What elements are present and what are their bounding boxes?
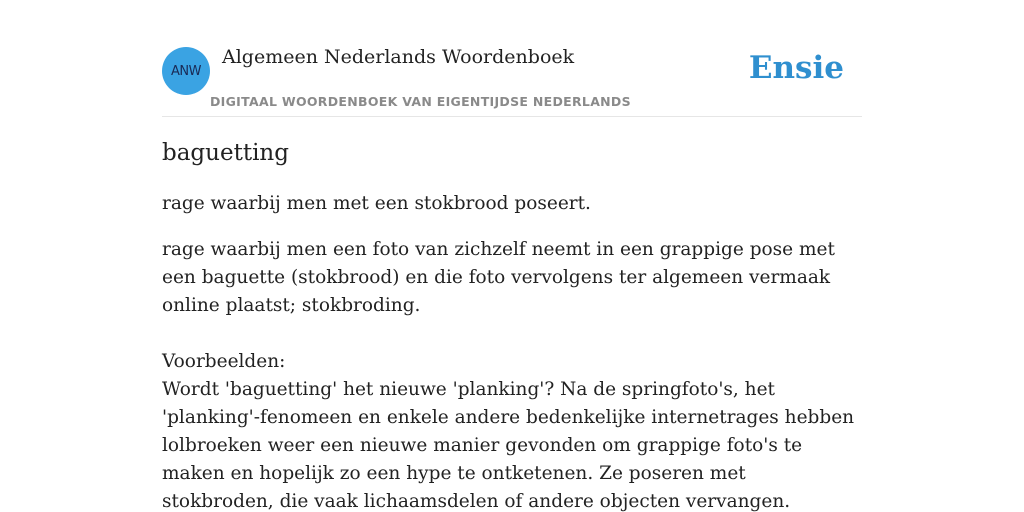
logo-text: ANW <box>171 63 201 79</box>
site-subtitle: DIGITAAL WOORDENBOEK VAN EIGENTIJDSE NEDERLANDS <box>210 94 631 109</box>
ensie-brand-link[interactable]: Ensie <box>748 50 844 86</box>
entry-word: baguetting <box>162 140 289 166</box>
examples-label: Voorbeelden: <box>162 351 286 372</box>
site-header <box>162 0 862 117</box>
anw-logo[interactable] <box>162 47 210 95</box>
long-definition: rage waarbij men een foto van zichzelf neemt in een grappige pose met een baguette (stokbrood) en die foto vervolgens ter algemeen vermaak online plaatst; stokbroding. <box>162 239 835 316</box>
entry-content <box>162 130 862 512</box>
site-title[interactable]: Algemeen Nederlands Woordenboek <box>222 46 575 68</box>
example-text: Wordt 'baguetting' het nieuwe 'planking'? Na de springfoto's, het 'planking'-fenomeen en enkele andere bedenkelijke internetrages hebben lolbroeken weer een nieuwe manier gevonden om grappige foto's te maken en hopelijk zo een hype te ontketenen. Ze poseren met stokbroden, die vaak lichaamsdelen of andere objecten vervangen. <box>162 379 855 512</box>
short-definition: rage waarbij men met een stokbrood poseert. <box>162 193 591 214</box>
